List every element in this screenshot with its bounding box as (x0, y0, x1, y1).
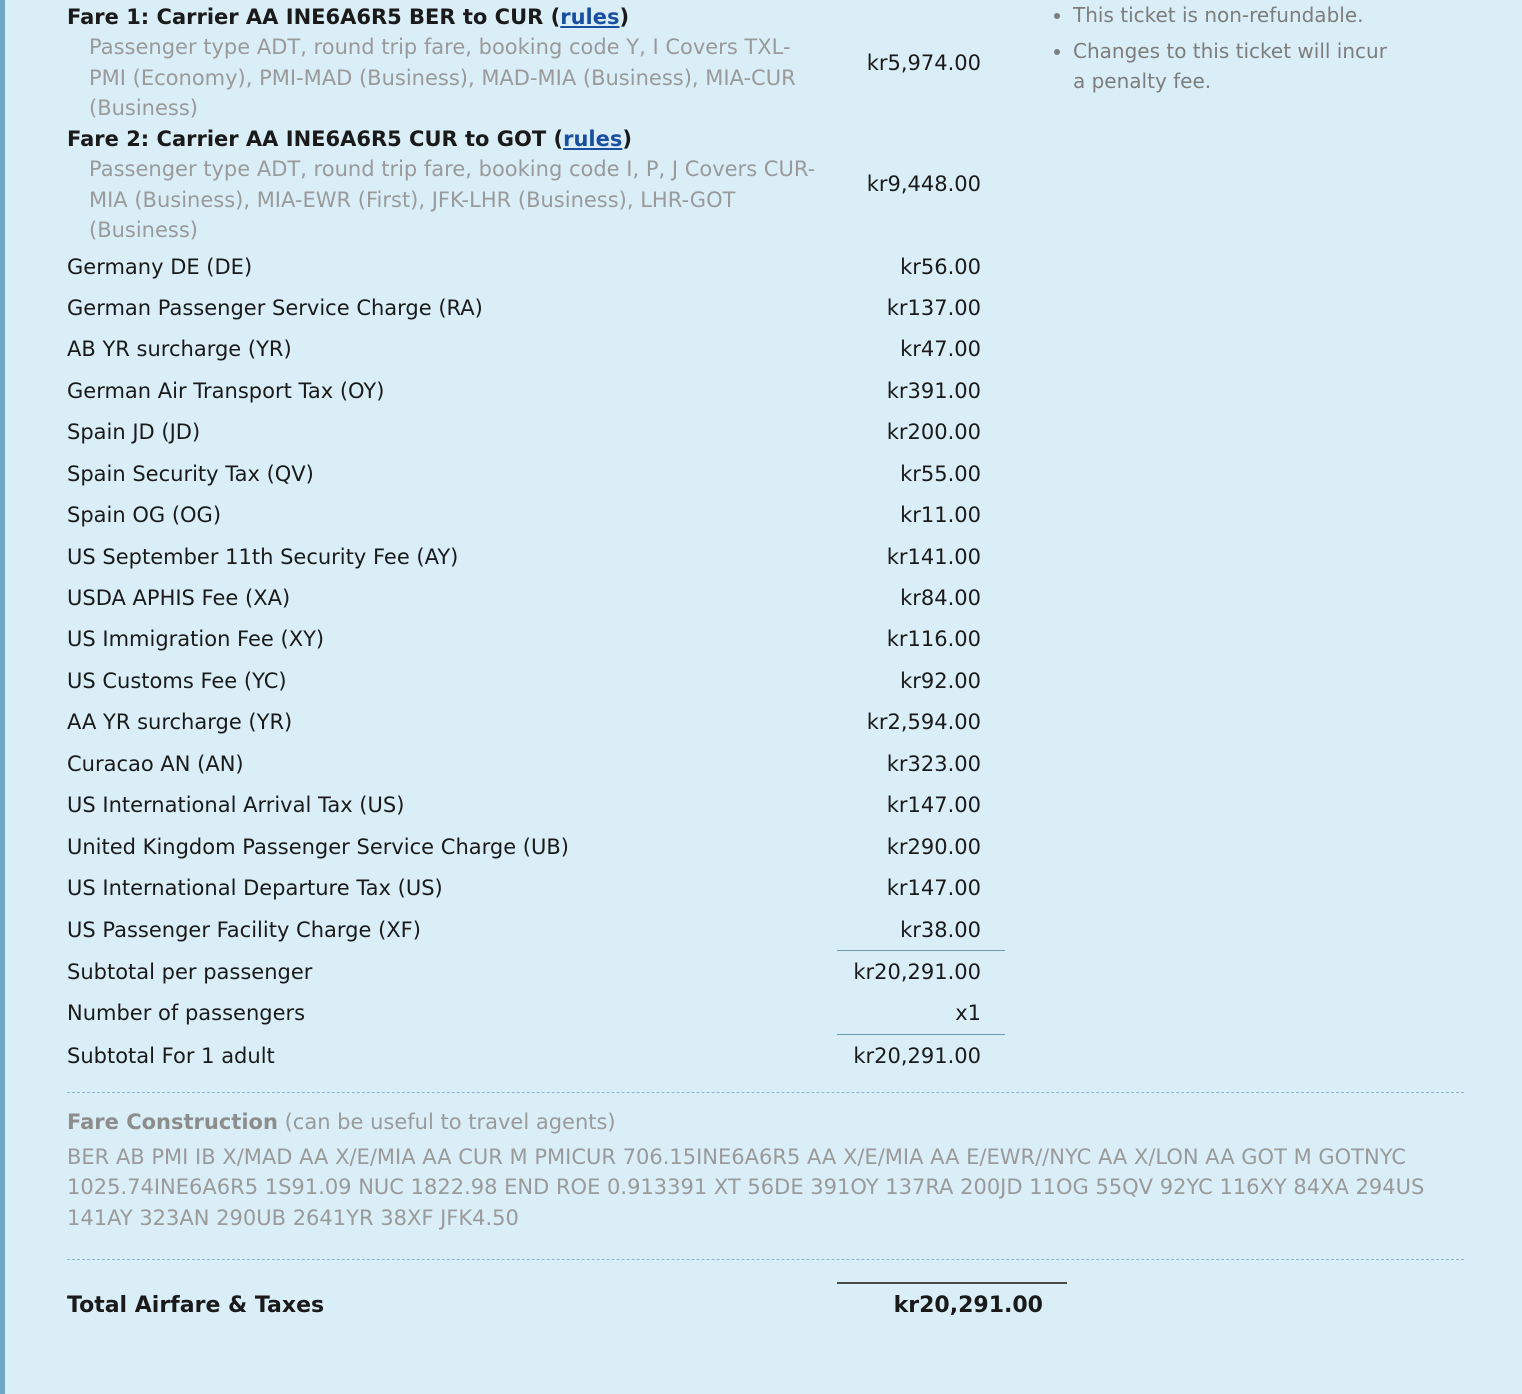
subtotal-per-passenger-row (67, 950, 1005, 992)
tax-name: United Kingdom Passenger Service Charge (UB) (67, 834, 569, 859)
subtotal-amount: kr20,291.00 (837, 950, 1005, 992)
tax-amount: kr290.00 (886, 834, 981, 859)
tax-amount: kr323.00 (886, 751, 981, 776)
tax-name: German Passenger Service Charge (RA) (67, 295, 483, 320)
ticket-notes-list (1051, 0, 1522, 96)
table-row (67, 453, 1005, 494)
table-row (67, 536, 1005, 577)
fare-description (67, 2, 837, 124)
list-item: • This ticket is non-refundable. (1073, 0, 1403, 30)
table-row (67, 618, 1005, 659)
tax-name: Spain Security Tax (QV) (67, 461, 314, 486)
passenger-count-row (67, 992, 1005, 1033)
table-row (67, 784, 1005, 825)
tax-amount: kr116.00 (886, 627, 981, 652)
tax-amount: kr147.00 (886, 876, 981, 901)
fare-construction-subtitle: (can be useful to travel agents) (277, 1110, 616, 1135)
tax-name: German Air Transport Tax (OY) (67, 378, 385, 403)
fare-construction-section (5, 1093, 1522, 1233)
fare-list-column (5, 0, 1005, 1076)
fare-detail: Passenger type ADT, round trip fare, booking code I, P, J Covers CUR-MIA (Business), MIA-EWR (First), JFK-LHR (Business), LHR-GOT (Business) (89, 157, 816, 243)
fare-construction-title: Fare Construction (67, 1110, 278, 1135)
fare-construction-text: BER AB PMI IB X/MAD AA X/E/MIA AA CUR M PMICUR 706.15INE6A6R5 AA X/E/MIA AA E/EWR//NYC AA X/LON AA GOT M GOTNYC 1025.74INE6A6R5 1S91.09 NUC 1822.98 END ROE 0.913391 XT 56DE 391OY 137RA 200JD 11OG 55QV 92YC 116XY 84XA 294US 141AY 323AN 290UB 2641YR 38XF JFK4.50 (67, 1144, 1425, 1230)
tax-amount: kr2,594.00 (866, 710, 981, 735)
breakdown-body (5, 0, 1522, 1076)
total-row (5, 1260, 1522, 1340)
fare-title (67, 124, 827, 154)
fare-rules-link[interactable]: rules (560, 5, 620, 29)
fare-detail: Passenger type ADT, round trip fare, booking code Y, I Covers TXL-PMI (Economy), PMI-MAD (Business), MAD-MIA (Business), MIA-CUR (Business) (89, 35, 796, 121)
tax-amount: kr141.00 (886, 544, 981, 569)
tax-name: AA YR surcharge (YR) (67, 710, 293, 735)
tax-amount: kr84.00 (900, 586, 981, 610)
fare-label: Fare 1: (67, 5, 150, 29)
fare-label: Fare 2: (67, 126, 150, 151)
table-row (67, 494, 1005, 535)
tax-amount: kr391.00 (886, 378, 981, 403)
subtotal-adult-amount: kr20,291.00 (837, 1034, 1005, 1076)
tax-name: US Immigration Fee (XY) (67, 627, 325, 652)
subtotal-adult-row (67, 1034, 1005, 1076)
tax-amount: kr55.00 (900, 461, 981, 486)
table-row (67, 370, 1005, 411)
table-row (67, 287, 1005, 328)
fare-row (67, 124, 1005, 246)
tax-amount: kr137.00 (886, 295, 981, 320)
tax-name: US Passenger Facility Charge (XF) (67, 917, 421, 942)
tax-name: US September 11th Security Fee (AY) (67, 544, 459, 569)
fare-construction-heading (67, 1107, 1460, 1137)
ticket-notes-column (1005, 0, 1522, 102)
fare-amount: kr5,974.00 (866, 50, 981, 75)
passenger-count-value: x1 (955, 1001, 981, 1026)
table-row (67, 328, 1005, 369)
fare-title-close: ) (622, 126, 632, 151)
fare-title-close: ) (619, 5, 630, 29)
table-row (67, 660, 1005, 701)
list-item: • Changes to this ticket will incur a penalty fee. (1073, 36, 1403, 96)
fare-title-text: Carrier AA INE6A6R5 BER to CUR ( (149, 5, 561, 29)
table-row (67, 826, 1005, 867)
tax-amount: kr92.00 (900, 668, 981, 693)
tax-name: Germany DE (DE) (67, 254, 253, 279)
fare-amount: kr9,448.00 (866, 172, 981, 197)
tax-amount: kr11.00 (900, 503, 981, 528)
tax-name: USDA APHIS Fee (XA) (67, 586, 291, 610)
table-row (67, 909, 1005, 950)
tax-amount: kr47.00 (900, 337, 981, 362)
tax-name: US International Departure Tax (US) (67, 876, 443, 901)
table-row (67, 246, 1005, 287)
fare-row (67, 2, 1005, 124)
tax-name: US Customs Fee (YC) (67, 668, 287, 693)
total-amount: kr20,291.00 (837, 1282, 1067, 1322)
tax-amount: kr38.00 (900, 917, 981, 942)
table-row (67, 867, 1005, 908)
tax-name: AB YR surcharge (YR) (67, 337, 292, 362)
table-row (67, 743, 1005, 784)
fare-title-text: Carrier AA INE6A6R5 CUR to GOT ( (149, 126, 564, 151)
subtotal-adult-label: Subtotal For 1 adult (67, 1043, 275, 1068)
tax-name: Curacao AN (AN) (67, 751, 244, 776)
fare-title (67, 2, 827, 32)
tax-amount: kr147.00 (886, 793, 981, 818)
tax-name: US International Arrival Tax (US) (67, 793, 405, 818)
table-row (67, 577, 1005, 618)
tax-amount: kr56.00 (900, 254, 981, 279)
subtotal-label: Subtotal per passenger (67, 959, 313, 984)
fare-description (67, 124, 837, 246)
tax-name: Spain OG (OG) (67, 503, 222, 528)
fare-rules-link[interactable]: rules (563, 126, 623, 151)
table-row (67, 701, 1005, 742)
total-label: Total Airfare & Taxes (67, 1293, 325, 1318)
passenger-count-label: Number of passengers (67, 1001, 306, 1026)
tax-name: Spain JD (JD) (67, 420, 201, 445)
tax-amount: kr200.00 (886, 420, 981, 445)
table-row (67, 411, 1005, 452)
